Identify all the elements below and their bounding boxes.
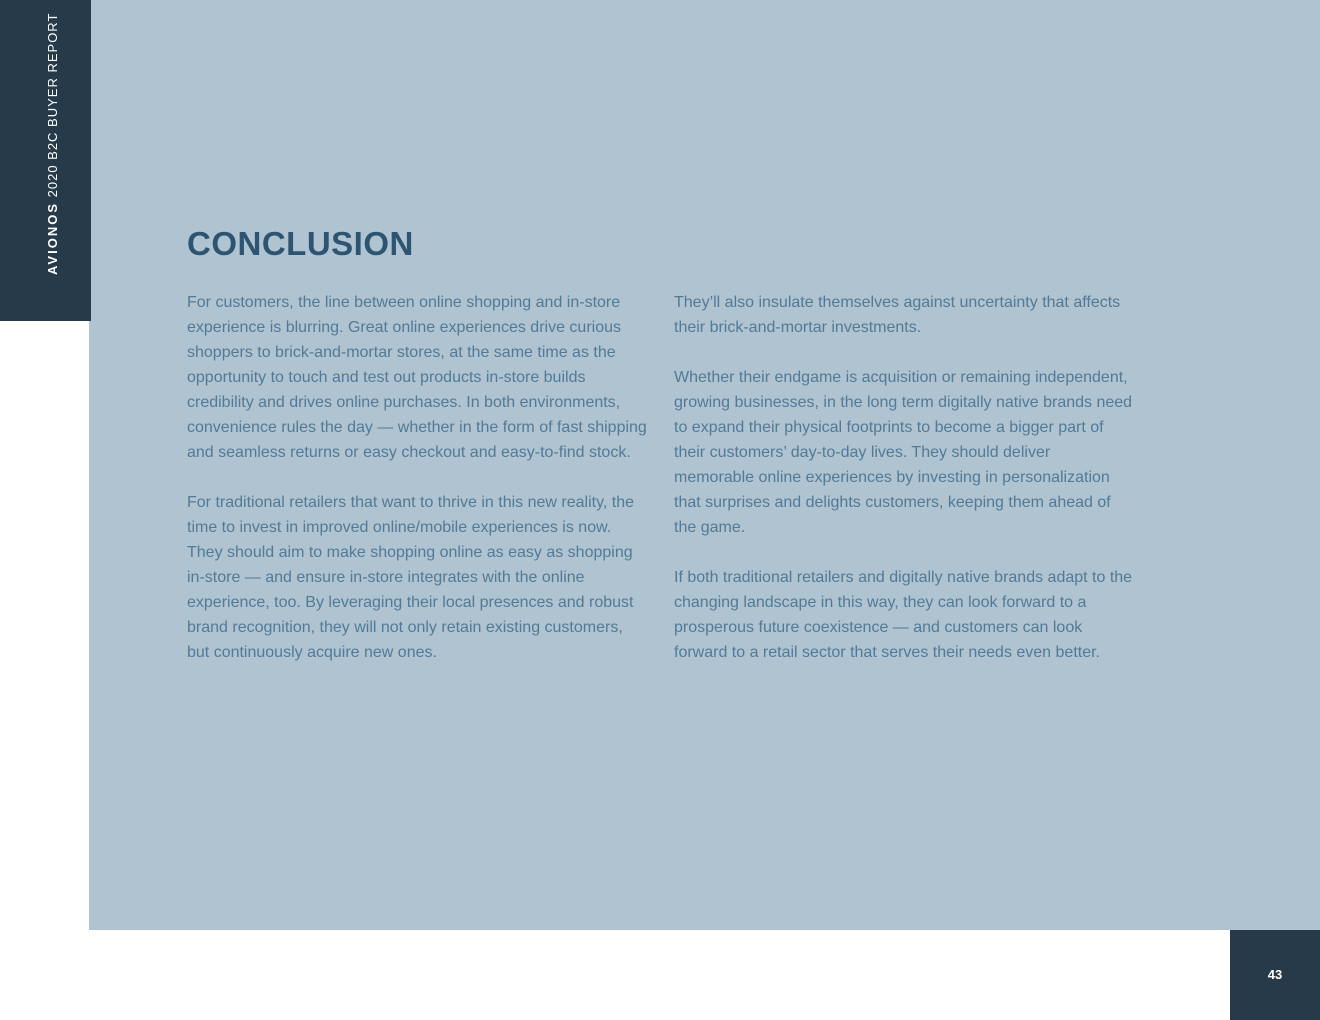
right-text-column <box>674 290 1134 690</box>
brand-name: AVIONOS <box>45 202 60 275</box>
report-header-label <box>46 13 59 275</box>
page-title: CONCLUSION <box>187 225 414 262</box>
side-tab <box>0 0 91 321</box>
page-number: 43 <box>1267 967 1283 982</box>
paragraph: For traditional retailers that want to thrive in this new reality, the time to invest in improved online/mobile experiences is now. They should aim to make shopping online as easy as shopping in-store — and ensure in-store integrates with the online experience, too. By leveraging their local presences and robust brand recognition, they will not only retain existing customers, but continuously acquire new ones. <box>187 494 635 661</box>
paragraph: Whether their endgame is acquisition or remaining independent, growing businesses, in the long term digitally native brands need to expand their physical footprints to become a bigger part of their customers’ day-to-day lives. They should deliver memorable online experiences by investing in personalization that surprises and delights customers, keeping them ahead of the game. <box>674 369 1133 536</box>
paragraph: For customers, the line between online shopping and in-store experience is blurring. Great online experiences drive curious shoppers to brick-and-mortar stores, at the same time as the opportunity to touch and test out products in-store builds credibility and drives online purchases. In both environments, convenience rules the day — whether in the form of fast shipping and seamless returns or easy checkout and easy-to-find stock. <box>187 294 647 461</box>
left-text-column <box>187 290 647 690</box>
paragraph: If both traditional retailers and digitally native brands adapt to the changing landscape in this way, they can look forward to a prosperous future coexistence — and customers can look forward to a retail sector that serves their needs even better. <box>674 569 1133 661</box>
paragraph: They’ll also insulate themselves against uncertainty that affects their brick-and-mortar investments. <box>674 294 1121 336</box>
report-title: 2020 B2C BUYER REPORT <box>45 12 60 198</box>
page-number-box <box>1230 930 1320 1020</box>
